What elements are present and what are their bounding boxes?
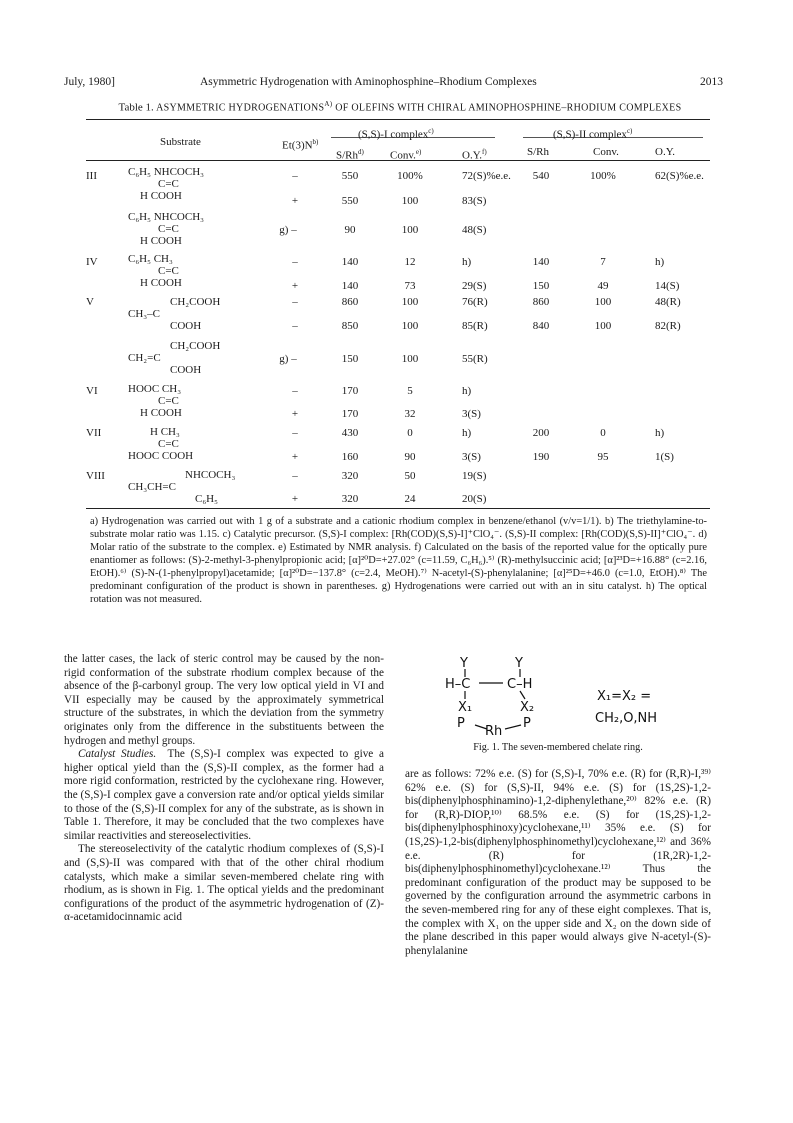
ring-atom-x2: X₂ — [520, 700, 535, 715]
row-13-conv1: 50 — [404, 470, 416, 482]
row-9-conv1: 5 — [407, 385, 413, 397]
sub-oy-header: O.Y.$^{f)}$ — [462, 148, 487, 162]
row-7-et3n: – — [292, 320, 298, 332]
structure-1-line2: C=C — [158, 178, 179, 190]
row-6-conv2: 100 — [594, 296, 612, 308]
bond-p-rh-right — [505, 725, 521, 729]
header-title: Asymmetric Hydrogenation with Aminophosphine–Rhodium Complexes — [200, 76, 537, 88]
row-6-oy1: 76(R) — [462, 296, 488, 308]
ring-atom-x1: X₁ — [458, 700, 473, 715]
structure-2-line1: C₆H₅ NHCOCH₃ — [128, 211, 204, 223]
row-5-conv2: 49 — [597, 280, 609, 292]
row-6-sr2: 860 — [532, 296, 550, 308]
row-13-oy1: 19(S) — [462, 470, 487, 482]
row-1-conv1: 100% — [397, 170, 423, 182]
row-7-conv1: 100 — [401, 320, 419, 332]
row-3-conv1: 100 — [401, 224, 419, 236]
row-11-oy1: h) — [462, 427, 472, 439]
structure-2-line3: H COOH — [140, 235, 182, 247]
phosphorus-left: P — [457, 716, 465, 731]
chelate-ring-diagram — [445, 655, 705, 737]
structure-1-line3: H COOH — [140, 190, 182, 202]
row-4-conv1: 12 — [404, 256, 416, 268]
table-footnotes — [90, 515, 707, 606]
row-1-et3n: – — [292, 170, 298, 182]
row-11-sr1: 430 — [341, 427, 359, 439]
row-7-oy1: 85(R) — [462, 320, 488, 332]
row-13-sr1: 320 — [341, 470, 359, 482]
row-14-conv1: 24 — [404, 493, 416, 505]
row-11-et3n: – — [292, 427, 298, 439]
table-caption-sup: A) — [324, 100, 333, 108]
structure-6-line2: C=C — [158, 395, 179, 407]
row-9-sr1: 170 — [341, 385, 359, 397]
rhodium-atom: Rh — [485, 724, 503, 737]
row-6-oy2: 48(R) — [655, 296, 681, 308]
row-1-sr1: 550 — [341, 170, 359, 182]
structure-6-line3: H COOH — [140, 407, 182, 419]
structure-5-line1: CH₂COOH — [170, 340, 221, 352]
row-4-conv2: 7 — [600, 256, 606, 268]
row-4-sr2: 140 — [532, 256, 550, 268]
group2-header: (S,S)-II complex$^{c)}$ — [553, 127, 633, 141]
row-6-conv1: 100 — [401, 296, 419, 308]
row-3-oy1: 48(S) — [462, 224, 487, 236]
row-4-num: IV — [86, 256, 98, 268]
structure-3-line3: H COOH — [140, 277, 182, 289]
left-paragraph-1: the latter cases, the lack of steric control may be caused by the non-rigid conformation of the substrate rhodium complex because of the absence of the β-carbonyl group. The very low optical yield in VI and VII especially may be caused by the approximately symmetrical structure of the substrates, in which the deviation from the symmetry originates only from the difference in the substituents between the hydrogen and methyl groups. — [64, 653, 384, 747]
table-caption-post: OF OLEFINS WITH CHIRAL AMINOPHOSPHINE–RHODIUM COMPLEXES — [332, 102, 682, 114]
row-9-et3n: – — [292, 385, 298, 397]
catalyst-studies-heading: Catalyst Studies. — [78, 748, 157, 761]
bond-c-x2 — [520, 691, 525, 699]
x-definition-label: X₁=X₂ = — [597, 689, 652, 704]
row-6-num: V — [86, 296, 94, 308]
row-4-et3n: – — [292, 256, 298, 268]
row-10-et3n: + — [291, 408, 299, 420]
row-1-oy2: 62(S)%e.e. — [655, 170, 704, 182]
figure-caption: Fig. 1. The seven-membered chelate ring. — [473, 742, 643, 753]
structure-4-line3: COOH — [170, 320, 202, 332]
row-12-et3n: + — [291, 451, 299, 463]
row-12-conv2: 95 — [597, 451, 609, 463]
row-7-sr1: 850 — [341, 320, 359, 332]
row-2-sr1: 550 — [341, 195, 359, 207]
row-12-sr2: 190 — [532, 451, 550, 463]
row-9-num: VI — [86, 385, 98, 397]
structure-8-line2: CH₃CH=C — [128, 481, 176, 493]
row-4-sr1: 140 — [341, 256, 359, 268]
row-12-sr1: 160 — [341, 451, 359, 463]
row-2-et3n: + — [291, 195, 299, 207]
row-8-conv1: 100 — [401, 353, 419, 365]
col-et3n-header: $Et(3)N^{b)}$ — [282, 138, 319, 152]
carbon-h-right: C–H — [507, 677, 533, 692]
row-6-sr1: 860 — [341, 296, 359, 308]
header-date: July, 1980] — [64, 76, 116, 88]
row-11-conv2: 0 — [600, 427, 606, 439]
row-5-conv1: 73 — [404, 280, 416, 292]
row-14-oy1: 20(S) — [462, 493, 487, 505]
footnotes-text: a) Hydrogenation was carried out with 1 g of a substrate and a cationic rhodium complex in benzene/ethanol (v/v=1/1). b) The triethylamine-to-substrate molar ratio was 1.15. c) Catalytic precursor. (S,S)-I complex: [Rh(COD)(S,S)-I]⁺ClO₄⁻. (S,S)-II complex: [Rh(COD)(S,S)-II]⁺ClO₄⁻. d) Molar ratio of the substrate to the complex. e) Estimated by NMR analysis. f) Calculated on the basis of the reported value for the optically pure enantiomer as follows: (S)-2-methyl-3-phenylpropionic acid; [α]²⁰D=+27.02° (c=11.59, C₆H₆).⁵⁾ (R)-methylsuccinic acid; [α]²³D=+16.88° (c=2.16, EtOH).⁶⁾ (S)-N-(1-phenylpropyl)acetamide; [α]²⁰D=−137.8° (c=2.4, MeOH).⁷⁾ N-acetyl-(S)-phenylalanine; [α]²⁵D=+46.0 (c=1.0, EtOH).⁸⁾ The predominant configuration of the product is shown in parentheses. g) Hydrogenations were carried out with an in situ catalyst. h) The optical rotation was not measured. — [90, 516, 707, 605]
row-9-oy1: h) — [462, 385, 472, 397]
left-paragraph-2: Catalyst Studies. The (S,S)-I complex was expected to give a higher optical yield than the (S,S)-II complex, as the former had a more rigid conformation, restricted by the cyclohexane ring. However, the (S,S)-I complex gave a conversion rate and/or optical yields similar to those of the (S,S)-II complex for any of the substrate, as is shown in Table 1. Therefore, it may be concluded that the two complexes have similar reactivities and stereoselectivities. — [64, 748, 384, 842]
row-4-oy2: h) — [655, 256, 665, 268]
structure-7-line3: HOOC COOH — [128, 450, 194, 462]
row-4-oy1: h) — [462, 256, 472, 268]
structure-4-line1: CH₂COOH — [170, 296, 221, 308]
row-12-oy2: 1(S) — [655, 451, 674, 463]
table-top-rule — [86, 119, 710, 120]
row-11-sr2: 200 — [532, 427, 550, 439]
left-column — [64, 653, 384, 925]
row-13-num: VIII — [86, 470, 105, 482]
structure-8-line1: NHCOCH₃ — [185, 469, 236, 481]
structure-7-line2: C=C — [158, 438, 179, 450]
row-7-oy2: 82(R) — [655, 320, 681, 332]
header-page: 2013 — [700, 76, 723, 88]
left-paragraph-3: The stereoselectivity of the catalytic rhodium complexes of (S,S)-I and (S,S)-II was compared with that of the other chiral rhodium catalysts, which make a similar seven-membered chelate ring with rhodium, as is shown in Fig. 1. The optical yields and the predominant configurations of the product of the asymmetric hydrogenation of (Z)-α-acetamidocinnamic acid — [64, 843, 384, 924]
row-10-oy1: 3(S) — [462, 408, 481, 420]
table-bottom-rule — [86, 508, 710, 509]
sub-conv2-header: Conv. — [593, 146, 619, 158]
row-3-sr1: 90 — [344, 224, 356, 236]
row-1-conv2: 100% — [590, 170, 616, 182]
structure-3-line1: C₆H₅ CH₃ — [128, 253, 173, 265]
structure-2-line2: C=C — [158, 223, 179, 235]
row-8-et3n: g) – — [279, 353, 297, 365]
row-10-conv1: 32 — [404, 408, 416, 420]
row-2-oy1: 83(S) — [462, 195, 487, 207]
substituent-y2: Y — [515, 656, 523, 671]
row-12-conv1: 90 — [404, 451, 416, 463]
row-12-oy1: 3(S) — [462, 451, 481, 463]
row-1-oy1: 72(S)%e.e. — [462, 170, 511, 182]
row-8-oy1: 55(R) — [462, 353, 488, 365]
row-11-conv1: 0 — [407, 427, 413, 439]
row-14-sr1: 320 — [341, 493, 359, 505]
structure-5-line2: CH₂=C — [128, 352, 161, 364]
sub-sr2-header: S/Rh — [527, 146, 550, 158]
structure-8-line3: C₆H₅ — [195, 493, 218, 505]
structure-5-line3: COOH — [170, 364, 202, 376]
structure-3-line2: C=C — [158, 265, 179, 277]
row-5-et3n: + — [291, 280, 299, 292]
row-11-num: VII — [86, 427, 102, 439]
table-caption — [90, 100, 710, 113]
row-5-oy1: 29(S) — [462, 280, 487, 292]
sub-conv-header: Conv.$^{e)}$ — [390, 148, 422, 162]
row-1-sr2: 540 — [532, 170, 550, 182]
row-7-sr2: 840 — [532, 320, 550, 332]
substituent-y1: Y — [460, 656, 468, 671]
row-11-oy2: h) — [655, 427, 665, 439]
row-14-et3n: + — [291, 493, 299, 505]
row-6-et3n: – — [292, 296, 298, 308]
structure-6-line1: HOOC CH₃ — [128, 383, 182, 395]
row-5-sr2: 150 — [532, 280, 550, 292]
col-substrate-header: Substrate — [160, 136, 201, 148]
carbon-h-left: H–C — [445, 677, 471, 692]
row-2-conv1: 100 — [401, 195, 419, 207]
row-1-num: III — [86, 170, 97, 182]
row-13-et3n: – — [292, 470, 298, 482]
row-3-et3n: g) – — [279, 224, 297, 236]
table-caption-pre: ASYMMETRIC HYDROGENATIONS — [156, 102, 325, 114]
row-5-oy2: 14(S) — [655, 280, 680, 292]
figure-1 — [445, 655, 705, 737]
right-column — [405, 768, 711, 958]
structure-7-line1: H CH₃ — [150, 426, 180, 438]
phosphorus-right: P — [523, 716, 531, 731]
sub-sr-header: S/Rh$^{d)}$ — [336, 148, 364, 162]
row-5-sr1: 140 — [341, 280, 359, 292]
row-10-sr1: 170 — [341, 408, 359, 420]
group1-header: (S,S)-I complex$^{c)}$ — [358, 127, 434, 141]
right-paragraph-1: are as follows: 72% e.e. (S) for (S,S)-I, 70% e.e. (R) for (R,R)-I,³⁹⁾ 62% e.e. (S) for (S,S)-II, 94% e.e. (S) for (1S,2S)-1,2-bis(diphenylphosphinamino)-1,2-diphenylethane,²⁰⁾ 82% e.e. (R) for (R,R)-DIOP,¹⁰⁾ 68.5% e.e. (S) for (1S,2S)-1,2-bis(diphenylphosphinoxy)cyclohexane,¹¹⁾ 35% e.e. (S) for (1S,2S)-1,2-bis(diphenylphosphinomethyl)cyclohexane,¹²⁾ and 36% e.e. (R) for (1R,2R)-1,2-bis(diphenylphosphinomethyl)cyclohexane.¹²⁾ Thus the predominant configuration of the product may be supposed to be governed by the configuration arround the asymmetric carbons in the seven-membered ring for any of these eight complexes. That is, the complex with X₁ on the upper side and X₂ on the down side of the plane described in this paper would always give N-acetyl-(S)-phenylalanine — [405, 768, 711, 957]
row-8-sr1: 150 — [341, 353, 359, 365]
x-definition-options: CH₂,O,NH — [595, 711, 658, 726]
row-7-conv2: 100 — [594, 320, 612, 332]
structure-4-line2: CH₃–C — [128, 308, 160, 320]
table-label: Table 1. — [118, 101, 154, 114]
structure-1-line1: C₆H₅ NHCOCH₃ — [128, 166, 204, 178]
sub-oy2-header: O.Y. — [655, 146, 675, 158]
